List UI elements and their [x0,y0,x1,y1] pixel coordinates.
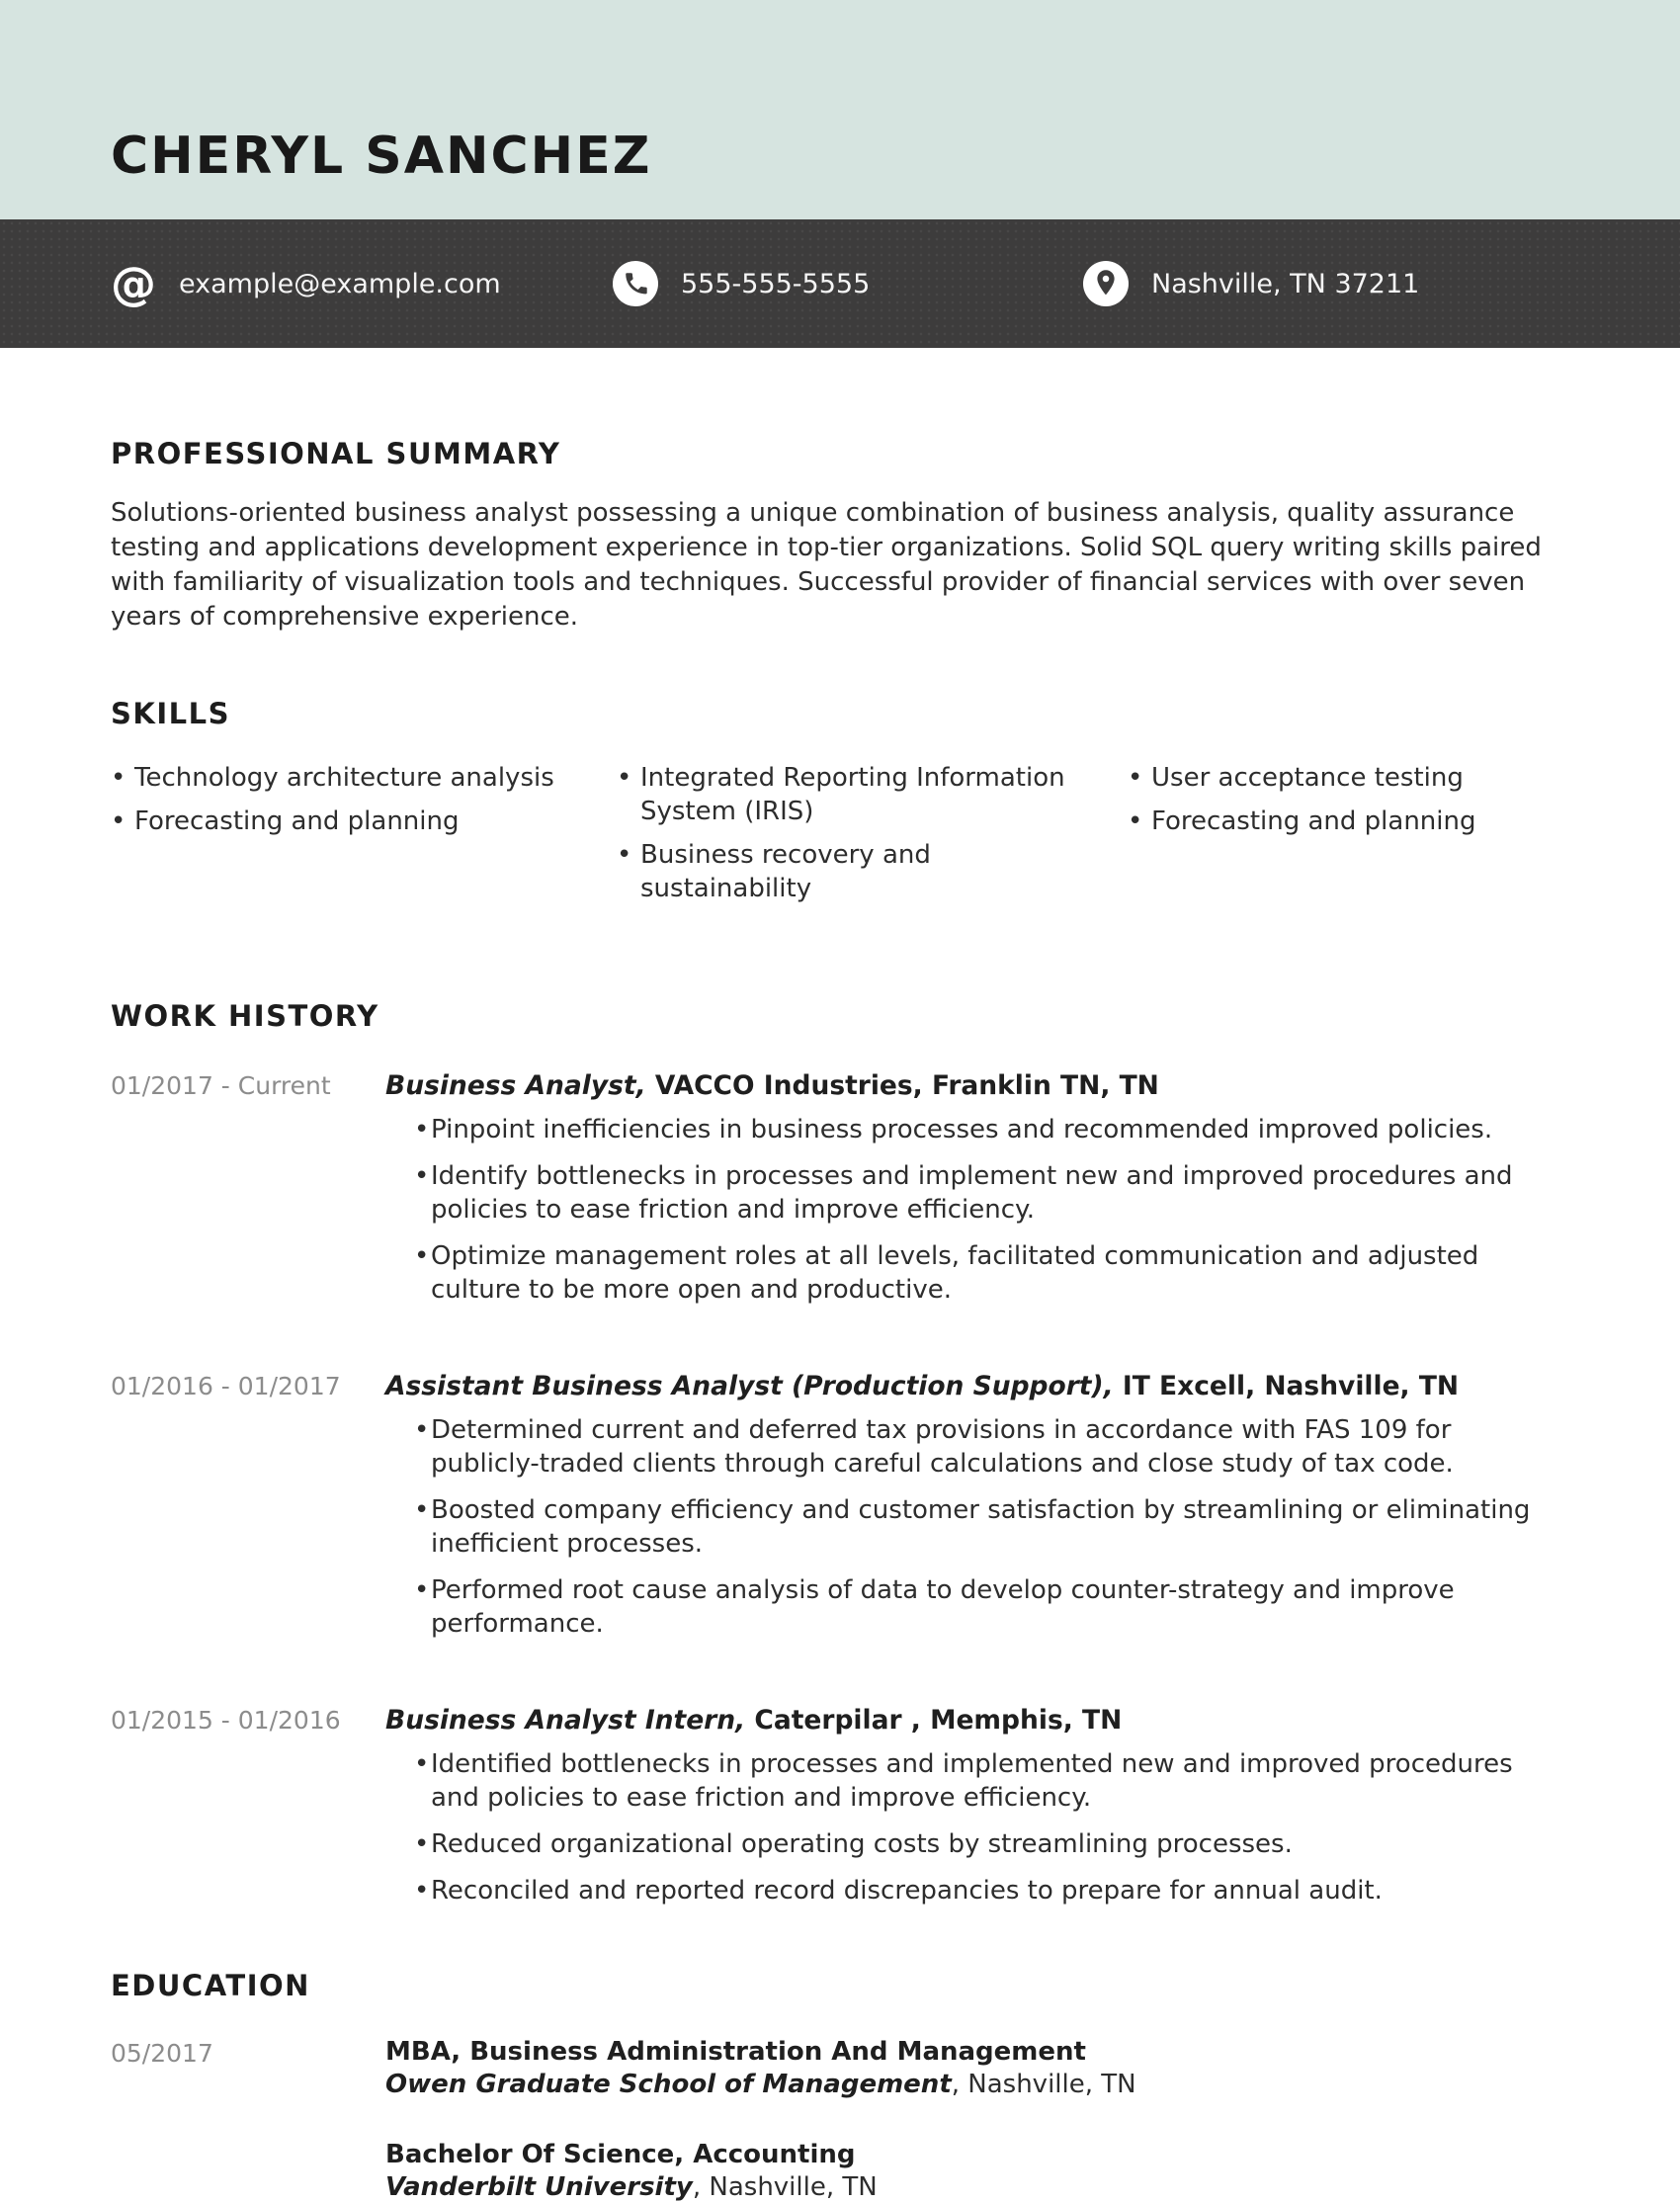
job-bullet: • Optimize management roles at all levels, facilitated communication and adjusted culture to be more open and productive. [385,1239,1556,1307]
job-title: Assistant Business Analyst (Production Support), [385,1371,1123,1402]
job-bullet: • Identified bottlenecks in processes and implemented new and improved procedures and policies to ease friction and improve efficiency. [385,1747,1556,1815]
section-professional-summary [111,438,1571,635]
summary-text: Solutions-oriented business analyst possessing a unique combination of business analysis, quality assurance testing and applications development experience in top-tier organizations. Solid SQL query writing skills paired with familiarity of visualization tools and techniques. Successful provider of financial services with over seven years of comprehensive experience. [111,498,1542,633]
skill-item: • Integrated Reporting Information System (IRIS) [617,761,1128,828]
at-icon: @ [111,257,156,310]
job-bullet: • Pinpoint inefficiencies in business processes and recommended improved policies. [385,1113,1556,1146]
job-bullets [385,1413,1571,1641]
job-dates: 01/2017 - Current [111,1071,331,1101]
contact-location [1082,260,1419,307]
job-title: Business Analyst Intern, [385,1705,755,1737]
job-title: Business Analyst, [385,1070,655,1102]
job-bullet: • Performed root cause analysis of data to develop counter-strategy and improve performance. [385,1573,1556,1641]
location-icon [1082,260,1130,307]
job-entry [111,1369,1571,1653]
education-school-name: Owen Graduate School of Management [385,2070,952,2100]
skill-item: • Business recovery and sustainability [617,838,1128,905]
contact-email-text: example@example.com [179,268,501,299]
job-company: IT Excell, Nashville, TN [1122,1371,1460,1402]
education-date: 05/2017 [111,2039,213,2069]
skill-item: • Technology architecture analysis [111,761,617,795]
contact-phone [612,260,870,307]
phone-icon [612,260,659,307]
skill-column [111,761,617,915]
job-heading [385,1068,1571,1103]
contact-location-text: Nashville, TN 37211 [1151,268,1420,299]
education-entry [111,2036,1571,2101]
skill-item: • Forecasting and planning [111,805,617,838]
name-header-band [0,0,1680,219]
education-degree: MBA, Business Administration And Management [385,2037,1086,2068]
job-company: Caterpilar , Memphis, TN [754,1705,1123,1737]
education-school-name: Vanderbilt University [385,2172,693,2203]
skill-item: • User acceptance testing [1128,761,1571,795]
education-school [385,2171,1571,2204]
job-bullet: • Reduced organizational operating costs by streamlining processes. [385,1827,1556,1861]
education-entry [111,2139,1571,2204]
education-school-location: , Nashville, TN [951,2070,1136,2100]
skills-heading: SKILLS [111,697,230,731]
job-bullet: • Boosted company efficiency and customer satisfaction by streamlining or eliminating inefficient processes. [385,1493,1556,1561]
job-company: VACCO Industries, Franklin TN, TN [654,1070,1159,1102]
job-bullet: • Determined current and deferred tax provisions in accordance with FAS 109 for publicly-traded clients through careful calculations and close study of tax code. [385,1413,1556,1481]
contact-bar [0,219,1680,348]
job-bullet: • Identify bottlenecks in processes and implement new and improved procedures and policies to ease friction and improve efficiency. [385,1159,1556,1227]
job-heading [385,1703,1571,1738]
candidate-name: CHERYL SANCHEZ [111,127,652,186]
section-education [111,1970,1571,2204]
job-dates: 01/2015 - 01/2016 [111,1706,341,1736]
skill-column [1128,761,1571,915]
education-heading: EDUCATION [111,1969,310,2003]
job-heading [385,1369,1571,1403]
job-dates: 01/2016 - 01/2017 [111,1372,341,1401]
education-school [385,2069,1571,2101]
job-bullets [385,1747,1571,1907]
job-content [385,1369,1571,1653]
contact-phone-text: 555-555-5555 [681,268,871,299]
work-history-heading: WORK HISTORY [111,998,379,1033]
job-entry [111,1703,1571,1920]
job-bullet: • Reconciled and reported record discrepancies to prepare for annual audit. [385,1874,1556,1907]
skill-column [617,761,1128,915]
contact-email [110,257,501,310]
skills-grid [111,761,1571,915]
education-content [385,2139,1571,2204]
summary-heading: PROFESSIONAL SUMMARY [111,437,561,470]
jobs-list [111,1068,1571,1920]
education-list [111,2036,1571,2204]
education-school-location: , Nashville, TN [692,2172,878,2203]
job-entry [111,1068,1571,1319]
education-content [385,2036,1571,2101]
section-work-history [111,1000,1571,1920]
resume-body [0,348,1680,2204]
education-date [111,2139,385,2204]
education-degree: Bachelor Of Science, Accounting [385,2140,856,2170]
section-skills [111,698,1571,914]
job-content [385,1068,1571,1319]
skill-item: • Forecasting and planning [1128,805,1571,838]
job-content [385,1703,1571,1920]
job-bullets [385,1113,1571,1307]
